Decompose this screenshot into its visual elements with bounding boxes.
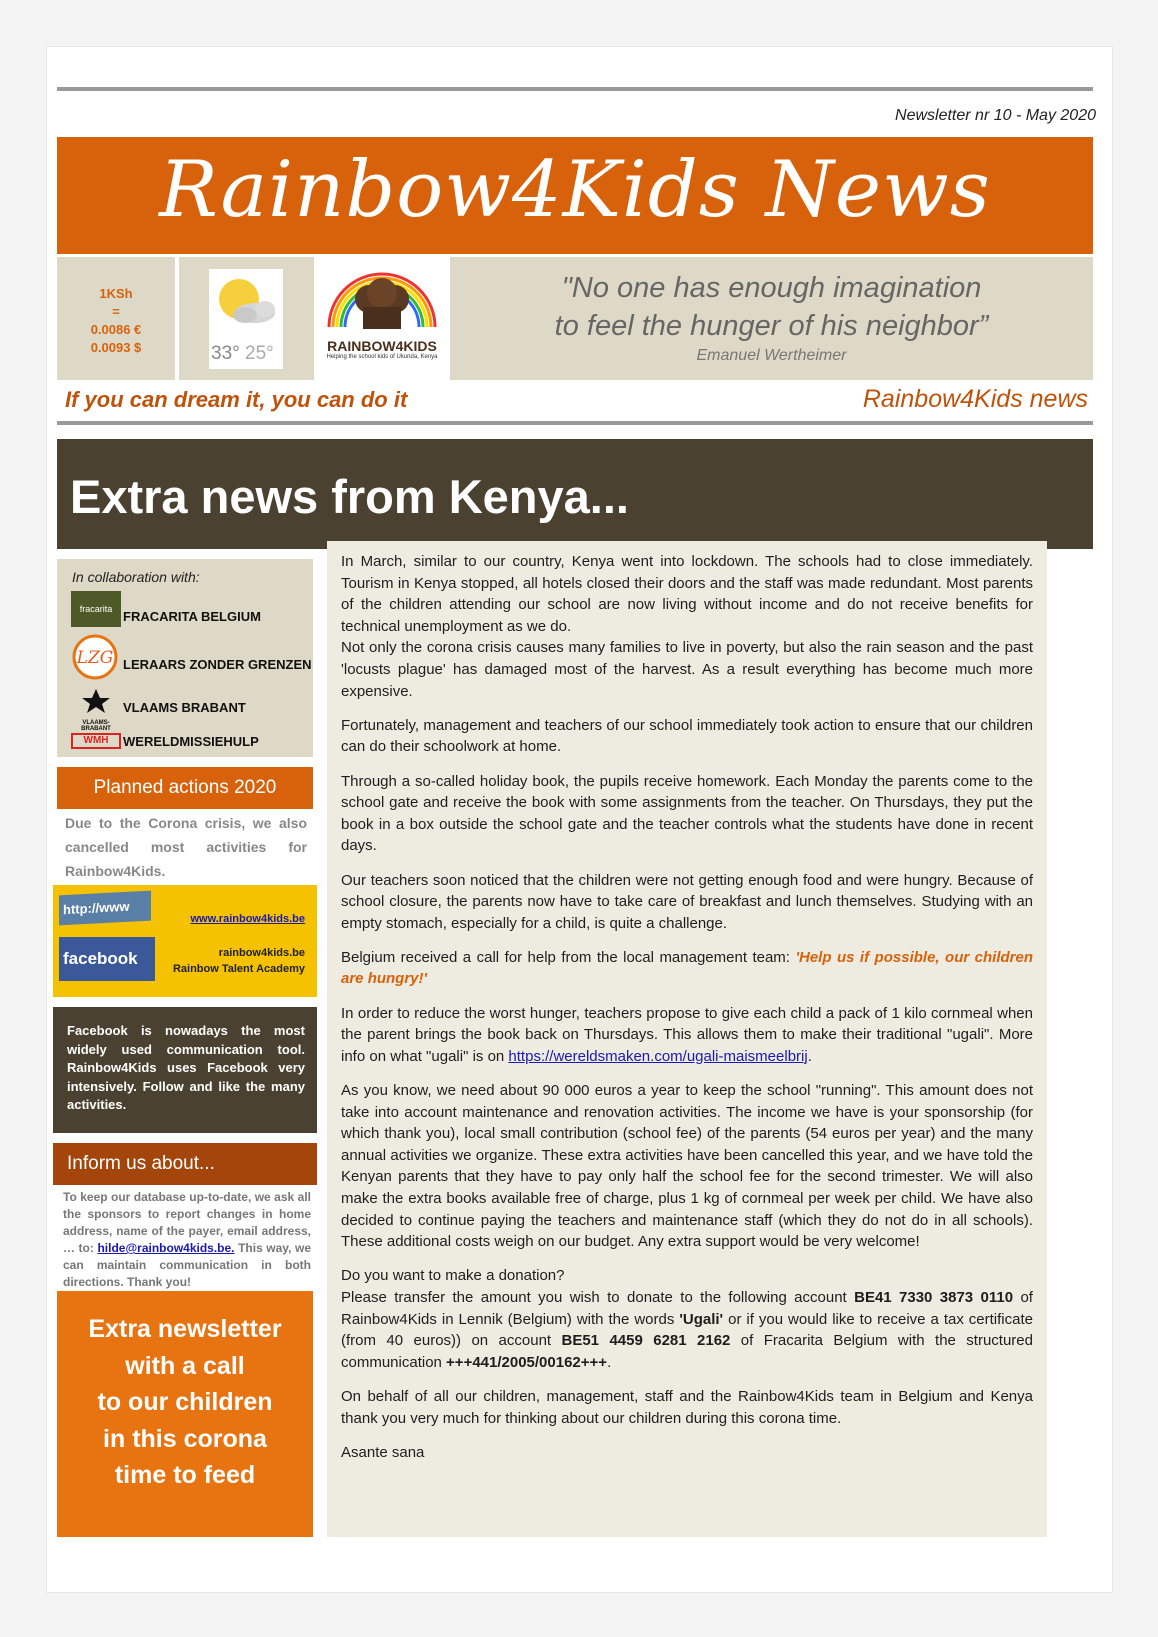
email-link[interactable]: hilde@rainbow4kids.be. [97,1241,235,1255]
headline: Extra news from Kenya... [70,470,629,523]
paragraph-text: Belgium received a call for help from the local management team: [341,948,796,966]
rate-line: 1KSh [99,286,133,301]
collaboration-box [57,559,313,757]
logo-name: RAINBOW4KIDS [327,338,437,354]
rainbow-logo-icon [319,257,445,337]
partner-name: FRACARITA BELGIUM [123,609,261,624]
temperature-readout [211,343,274,365]
paragraph-text: In March, similar to our country, Kenya went into lockdown. The schools had to close immediately. Tourism in Kenya stopped, all hotels closed their doors and the staff was made redundant. Most parents of the children attending our school are now living without income and do not receive benefits for technical unemployment as we do. [341,553,1033,635]
paragraph: Fortunately, management and teachers of our school immediately took action to ensure that our children can do their schoolwork at home. [341,716,1033,756]
fracarita-logo: fracarita [71,591,121,627]
quote-box [450,257,1093,380]
paragraph: On behalf of all our children, management, staff and the Rainbow4Kids team in Belgium and Kenya thank you very much for thinking about our children during this corona time. [341,1387,1033,1427]
paragraph-text: Do you want to make a donation? [341,1267,565,1285]
weather-box [179,257,314,380]
quote-line-2: to feel the hunger of his neighbor” [554,310,989,342]
newsletter-page [46,46,1113,1593]
paragraph [341,1265,1033,1373]
lzg-circle-icon [71,633,121,681]
account-number: BE41 7330 3873 0110 [854,1288,1014,1306]
rate-line: 0.0093 $ [90,340,142,355]
extra-line: with a call [125,1351,245,1380]
website-link[interactable]: www.rainbow4kids.be [190,913,305,925]
article-column [327,541,1047,1537]
extra-line: time to feed [114,1461,256,1489]
social-links-box [53,885,317,997]
extra-newsletter-box [57,1291,313,1537]
wmh-logo: WMH [71,733,121,749]
paragraph: Through a so-called holiday book, the pupils receive homework. Each Monday the parents come to the school gate and receive the book with some assignments from the teacher. On Thursdays, they put the book in a box outside the school gate and the teacher controls what the students have done in recent days. [341,772,1033,855]
paragraph [341,947,1033,990]
vlaams-brabant-logo [71,687,121,732]
structured-communication: +++441/2005/00162+++ [446,1353,608,1371]
account-number: BE51 4459 6281 2162 [561,1332,731,1350]
weather-widget [209,269,283,369]
planned-actions-text: Due to the Corona crisis, we also cancelled most activities for Rainbow4Kids. [65,815,307,879]
quote-line-1: "No one has enough imagination [561,272,982,304]
title-banner [57,137,1093,254]
article-body [341,551,1033,1476]
rate-line: = [112,304,120,319]
partly-cloudy-icon [209,269,283,335]
info-row [57,257,1093,382]
top-divider [57,87,1093,91]
inform-text-part: This way, we can maintain communication in both directions. Thank you! [63,1241,311,1289]
paragraph-text: Not only the corona crisis causes many families to live in poverty, but also the rain season and the past 'locusts plague' has damaged most of the harvest. As a result everything has become much more expensive. [341,639,1033,700]
temp-low: 25° [245,343,274,364]
inform-text [63,1189,311,1291]
exchange-rate-box [57,257,175,380]
call-for-help-quote: 'Help us if possible, our children are hungry!' [341,948,1033,988]
extra-line: Extra newsletter [88,1315,282,1343]
http-banner-icon: http://www [59,891,151,926]
partner-name: WERELDMISSIEHULP [123,734,259,749]
facebook-like-icon[interactable]: facebook [59,937,155,981]
paragraph: Our teachers soon noticed that the children were not getting enough food and were hungry. Because of school closure, the parents now have to take care of breakfast and lunch themselves. Studying with an empty stomach, especially for a child, is quite a challenge. [341,871,1033,932]
headline-bar [57,439,1093,549]
paragraph-text: Please transfer the amount you wish to donate to the following account [341,1288,855,1306]
paragraph [341,1003,1033,1068]
slogan: If you can dream it, you can do it [65,387,408,412]
extra-line: in this corona [103,1424,267,1453]
rate-line: 0.0086 € [90,322,142,337]
paragraph-text: In order to reduce the worst hunger, teachers propose to give each child a pack of 1 kilo cornmeal when the parent brings the book back on Thursdays. This allows them to make their traditional "ugali". More info on what "ugali" is on [341,1004,1033,1065]
paragraph-text: of Rainbow4Kids in Lennik (Belgium) with the words [341,1288,1033,1328]
lzg-logo-text: LZG [76,648,114,668]
rainbow4kids-logo [319,257,445,380]
temp-high: 33° [211,343,240,364]
extra-line: to our children [97,1388,273,1416]
fb-page-name-2: Rainbow Talent Academy [172,963,305,975]
keyword: 'Ugali' [679,1310,724,1328]
partner-name: VLAAMS BRABANT [123,700,246,715]
issue-label: Newsletter nr 10 - May 2020 [895,107,1096,124]
mid-divider [57,421,1093,425]
vlaams-brabant-logo-text: VLAAMS-BRABANT [81,720,111,732]
logo-tagline: Helping the school kids of Ukunda, Kenya [326,354,438,360]
lzg-logo [71,633,121,681]
star-icon [71,687,121,715]
paragraph-text: of Fracarita Belgium with the structured communication [341,1332,1033,1371]
partner-name: LERAARS ZONDER GRENZEN [123,657,312,672]
paragraph-text: or if you would like to receive a tax certificate (from 40 euros)) on account [341,1310,1033,1350]
facebook-info-text: Facebook is nowadays the most widely used communication tool. Rainbow4Kids uses Facebook very intensively. Follow and like the many activities. [53,1007,317,1133]
paragraph [341,551,1033,702]
paragraph: As you know, we need about 90 000 euros a year to keep the school "running". This amount does not take into account maintenance and renovation activities. The income we have is your sponsorship (for which thank you), local small contribution (school fee) of the parents (54 euros per year) and the many annual activities we organize. These extra activities have been cancelled this year, and we have told the Kenyan parents that they have to pay only half the school fee for the second trimester. We will also make the extra books available free of charge, plus 1 kg of cornmeal per week per child. We have also decided to continue paying the teachers and maintenance staff (which they do not do in all schools). These additional costs weigh on our budget. Any extra support would be very welcome! [341,1082,1033,1251]
paragraph-text: . [807,1047,812,1065]
quote-author: Emanuel Wertheimer [696,347,847,364]
fb-page-name: rainbow4kids.be [218,947,305,959]
ugali-link[interactable]: https://wereldsmaken.com/ugali-maismeelbrij [508,1047,808,1065]
newsletter-title: Rainbow4Kids News [159,145,991,235]
paragraph: Asante sana [341,1443,425,1461]
inform-text-part: To keep our database up-to-date, we ask all the sponsors to report changes in home address, name of the payer, email address, … to: [63,1190,311,1255]
paragraph-text: . [607,1353,612,1371]
news-name: Rainbow4Kids news [862,385,1088,413]
collab-heading: In collaboration with: [72,569,200,585]
inform-heading: Inform us about... [53,1143,317,1185]
planned-actions-heading: Planned actions 2020 [57,767,313,809]
